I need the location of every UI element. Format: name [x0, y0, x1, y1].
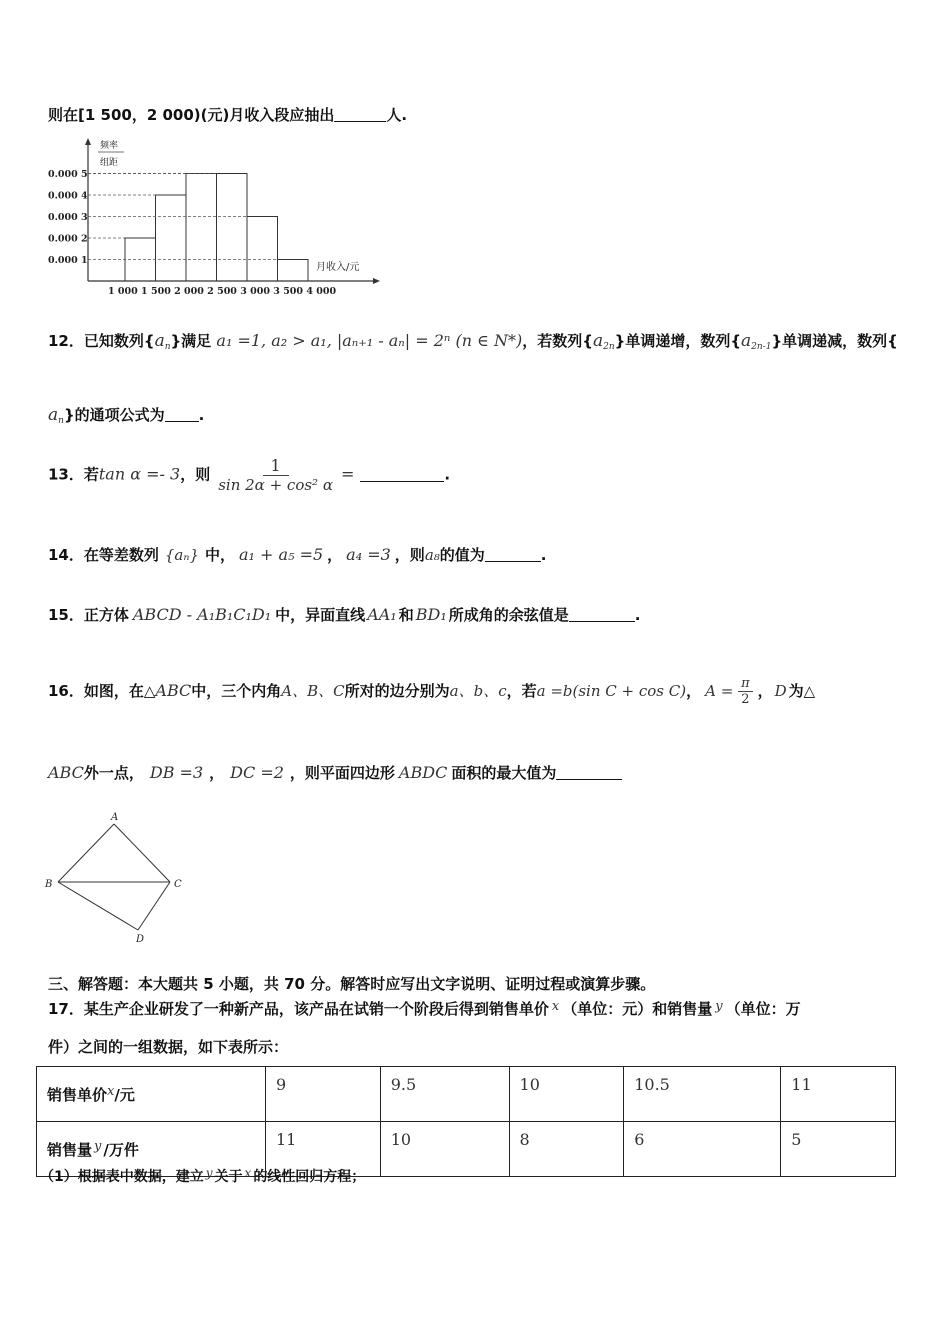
- q14-mid2: ，则: [394, 546, 425, 564]
- label-b: /万件: [103, 1140, 139, 1159]
- seq-a-even: a: [592, 331, 604, 351]
- q16-num: 16．如图，在△: [48, 682, 156, 700]
- q17-part1: [40, 1166, 365, 1186]
- q17-line2: 件）之间的一组数据，如下表所示：: [48, 1038, 289, 1056]
- q15-line-aa1: AA₁: [367, 605, 397, 624]
- hist-bar: [247, 217, 278, 282]
- q12-line2-text: }的通项公式为: [63, 406, 165, 424]
- label-b: /元: [114, 1085, 135, 1104]
- q14-num: 14．在等差数列: [48, 546, 159, 564]
- var-y: y: [715, 999, 723, 1014]
- label-a: 销售单价: [47, 1085, 108, 1104]
- two: 2: [741, 692, 750, 707]
- q14-cond2: a₄ =3: [346, 545, 391, 564]
- hist-ytick-label: 0.000 3: [48, 212, 88, 223]
- table-row: [37, 1067, 896, 1122]
- hist-bar: [217, 174, 248, 282]
- q17-line1: [48, 998, 801, 1019]
- label-a: 销售量: [47, 1140, 93, 1159]
- table-cell: 6: [624, 1122, 781, 1177]
- q16-tri: ABC: [155, 681, 192, 700]
- q15-line-bd1: BD₁: [415, 605, 447, 624]
- frac-den: sin 2α + cos² α: [218, 476, 333, 494]
- row-label-price: [37, 1067, 266, 1122]
- q14-sep: ，: [327, 546, 343, 564]
- var-y: y: [205, 1166, 213, 1180]
- q16-quad: ABDC: [398, 763, 448, 782]
- hist-xticks: 1 000 1 500 2 000 2 500 3 000 3 500 4 000: [108, 286, 337, 297]
- q13-line: [48, 456, 450, 494]
- hist-ytick-label: 0.000 4: [48, 190, 88, 202]
- quadrilateral-figure: [40, 808, 200, 948]
- table-cell: 10.5: [624, 1067, 781, 1122]
- var-x: x: [551, 999, 560, 1014]
- q16-line: [48, 676, 815, 707]
- answer-blank: [334, 107, 386, 122]
- q12-condition: a₁ =1, a₂ > a₁, |aₙ₊₁ - aₙ| = 2ⁿ (n ∈ N*): [216, 331, 523, 350]
- q12-label: }满足: [170, 332, 212, 350]
- part1-b: 关于: [214, 1169, 243, 1185]
- hist-bar: [278, 260, 309, 282]
- q14-target: a₈: [424, 546, 440, 564]
- table-cell: 11: [266, 1122, 381, 1177]
- q16-comma2: ，: [757, 682, 773, 700]
- q16-mid2: 所对的边分别为: [344, 682, 450, 700]
- q17-text-b: （单位：元）和销售量: [562, 1000, 713, 1018]
- q12-line: [48, 330, 898, 352]
- sales-table: [36, 1066, 896, 1177]
- hist-ylabel-bottom: 组距: [100, 158, 119, 168]
- q14-dot: .: [540, 546, 547, 564]
- q16-eq: a =b(sin C + cos C): [536, 682, 687, 700]
- part1-a: （1）根据表中数据，建立: [40, 1169, 204, 1185]
- q16-ruo: ，若: [506, 682, 537, 700]
- q16-end: 面积的最大值为: [451, 764, 557, 782]
- q14-line: [48, 544, 547, 565]
- table-cell: 9: [266, 1067, 381, 1122]
- var-x: x: [244, 1166, 252, 1180]
- q16-pi-fraction: [737, 676, 753, 707]
- seq-sub-even: 2n: [603, 342, 615, 352]
- q13-num: 13．若: [48, 465, 99, 484]
- q15-line: [48, 604, 640, 625]
- q15-cube: ABCD - A₁B₁C₁D₁: [132, 605, 272, 624]
- answer-blank: [569, 607, 635, 622]
- q12-line2: [48, 404, 204, 426]
- q17-text-c: （单位：万: [725, 1000, 801, 1018]
- q16-db: DB =3: [149, 763, 204, 782]
- table-cell: 9.5: [380, 1067, 509, 1122]
- q16-tri2: ABC: [48, 763, 84, 782]
- pi: π: [738, 676, 753, 692]
- histogram-chart: [40, 136, 385, 298]
- q15-and: 和: [398, 606, 414, 624]
- vertex-A: A: [111, 812, 119, 823]
- table-cell: 5: [781, 1122, 896, 1177]
- q16-angles: A、B、C: [281, 682, 345, 700]
- vertex-C: C: [174, 879, 182, 890]
- q13-fraction: [214, 456, 337, 494]
- q16-out: 外一点，: [83, 764, 144, 782]
- frac-num: 1: [263, 456, 289, 476]
- table-cell: 8: [509, 1122, 624, 1177]
- q12-inc: }单调递增，数列{: [614, 332, 741, 350]
- table-cell: 10: [509, 1067, 624, 1122]
- q16-D: D: [774, 682, 787, 700]
- hist-bar: [186, 174, 217, 282]
- q14-cond1: a₁ + a₅ =5: [239, 545, 324, 564]
- q16-A: A =: [705, 682, 734, 700]
- part1-c: 的线性回归方程；: [253, 1169, 366, 1185]
- q16-line2: ABC外一点， DB =3 ， DC =2 ，则平面四边形 ABDC 面积的最大值为: [48, 762, 622, 783]
- var-y: y: [94, 1138, 102, 1154]
- hist-ylabel-top: 频率: [100, 141, 119, 151]
- q15-num: 15．正方体: [48, 606, 129, 624]
- hist-bar: [156, 195, 187, 281]
- q11-line: [48, 104, 407, 125]
- q12-mid: ，若数列{: [522, 332, 593, 350]
- hist-ytick-label: 0.000 2: [48, 233, 88, 245]
- vertex-B: B: [45, 879, 53, 890]
- q16-mid: 中，三个内角: [191, 682, 282, 700]
- table-cell: 11: [781, 1067, 896, 1122]
- seq-sub2: n: [58, 416, 64, 426]
- q13-end: .: [444, 465, 451, 484]
- table-cell: 10: [380, 1122, 509, 1177]
- var-x: x: [107, 1083, 115, 1099]
- hist-ytick-label: 0.000 1: [48, 255, 88, 266]
- hist-xlabel: 月收入/元: [316, 262, 360, 273]
- q15-end: 所成角的余弦值是: [448, 606, 569, 624]
- q13-eq: =: [340, 464, 355, 484]
- q16-sides: a、b、c: [449, 682, 507, 700]
- hist-ytick-label: 0.000 5: [48, 169, 88, 180]
- seq-sub: n: [164, 342, 171, 352]
- answer-blank: [165, 407, 199, 422]
- answer-blank: [556, 765, 622, 780]
- seq-a-odd: a: [741, 331, 752, 351]
- q14-seq: {aₙ}: [164, 546, 199, 564]
- q13-condition: tan α =- 3: [98, 464, 181, 484]
- q14-mid: 中，: [204, 546, 235, 564]
- q12-dec: }单调递减，数列{: [771, 332, 898, 350]
- q16-wei: 为△: [788, 682, 816, 700]
- q15-dot: .: [634, 606, 641, 624]
- q17-text-a: 17．某生产企业研发了一种新产品，该产品在试销一个阶段后得到销售单价: [48, 1000, 549, 1018]
- q15-mid: 中，异面直线: [275, 606, 366, 624]
- q16-dc: DC =2: [230, 763, 284, 782]
- answer-blank: [485, 547, 541, 562]
- q12-num: 12．已知数列{: [48, 332, 155, 350]
- section3-heading: 三、解答题：本大题共 5 小题，共 70 分。解答时应写出文字说明、证明过程或演算步骤。: [48, 975, 656, 993]
- q14-end: 的值为: [439, 546, 485, 564]
- seq-a2: a: [48, 405, 59, 425]
- answer-blank: [360, 467, 444, 482]
- q16-then: ，则平面四边形: [289, 764, 395, 782]
- q12-end: .: [198, 406, 205, 424]
- q11-text: 则在[1 500，2 000)(元)月收入段应抽出: [48, 106, 335, 124]
- vertex-D: D: [136, 934, 145, 945]
- seq-a: a: [154, 331, 165, 351]
- q16-comma: ，: [686, 682, 702, 700]
- q13-mid: ，则: [180, 465, 211, 484]
- q11-tail: 人.: [386, 106, 408, 124]
- seq-sub-odd: 2n-1: [751, 342, 772, 352]
